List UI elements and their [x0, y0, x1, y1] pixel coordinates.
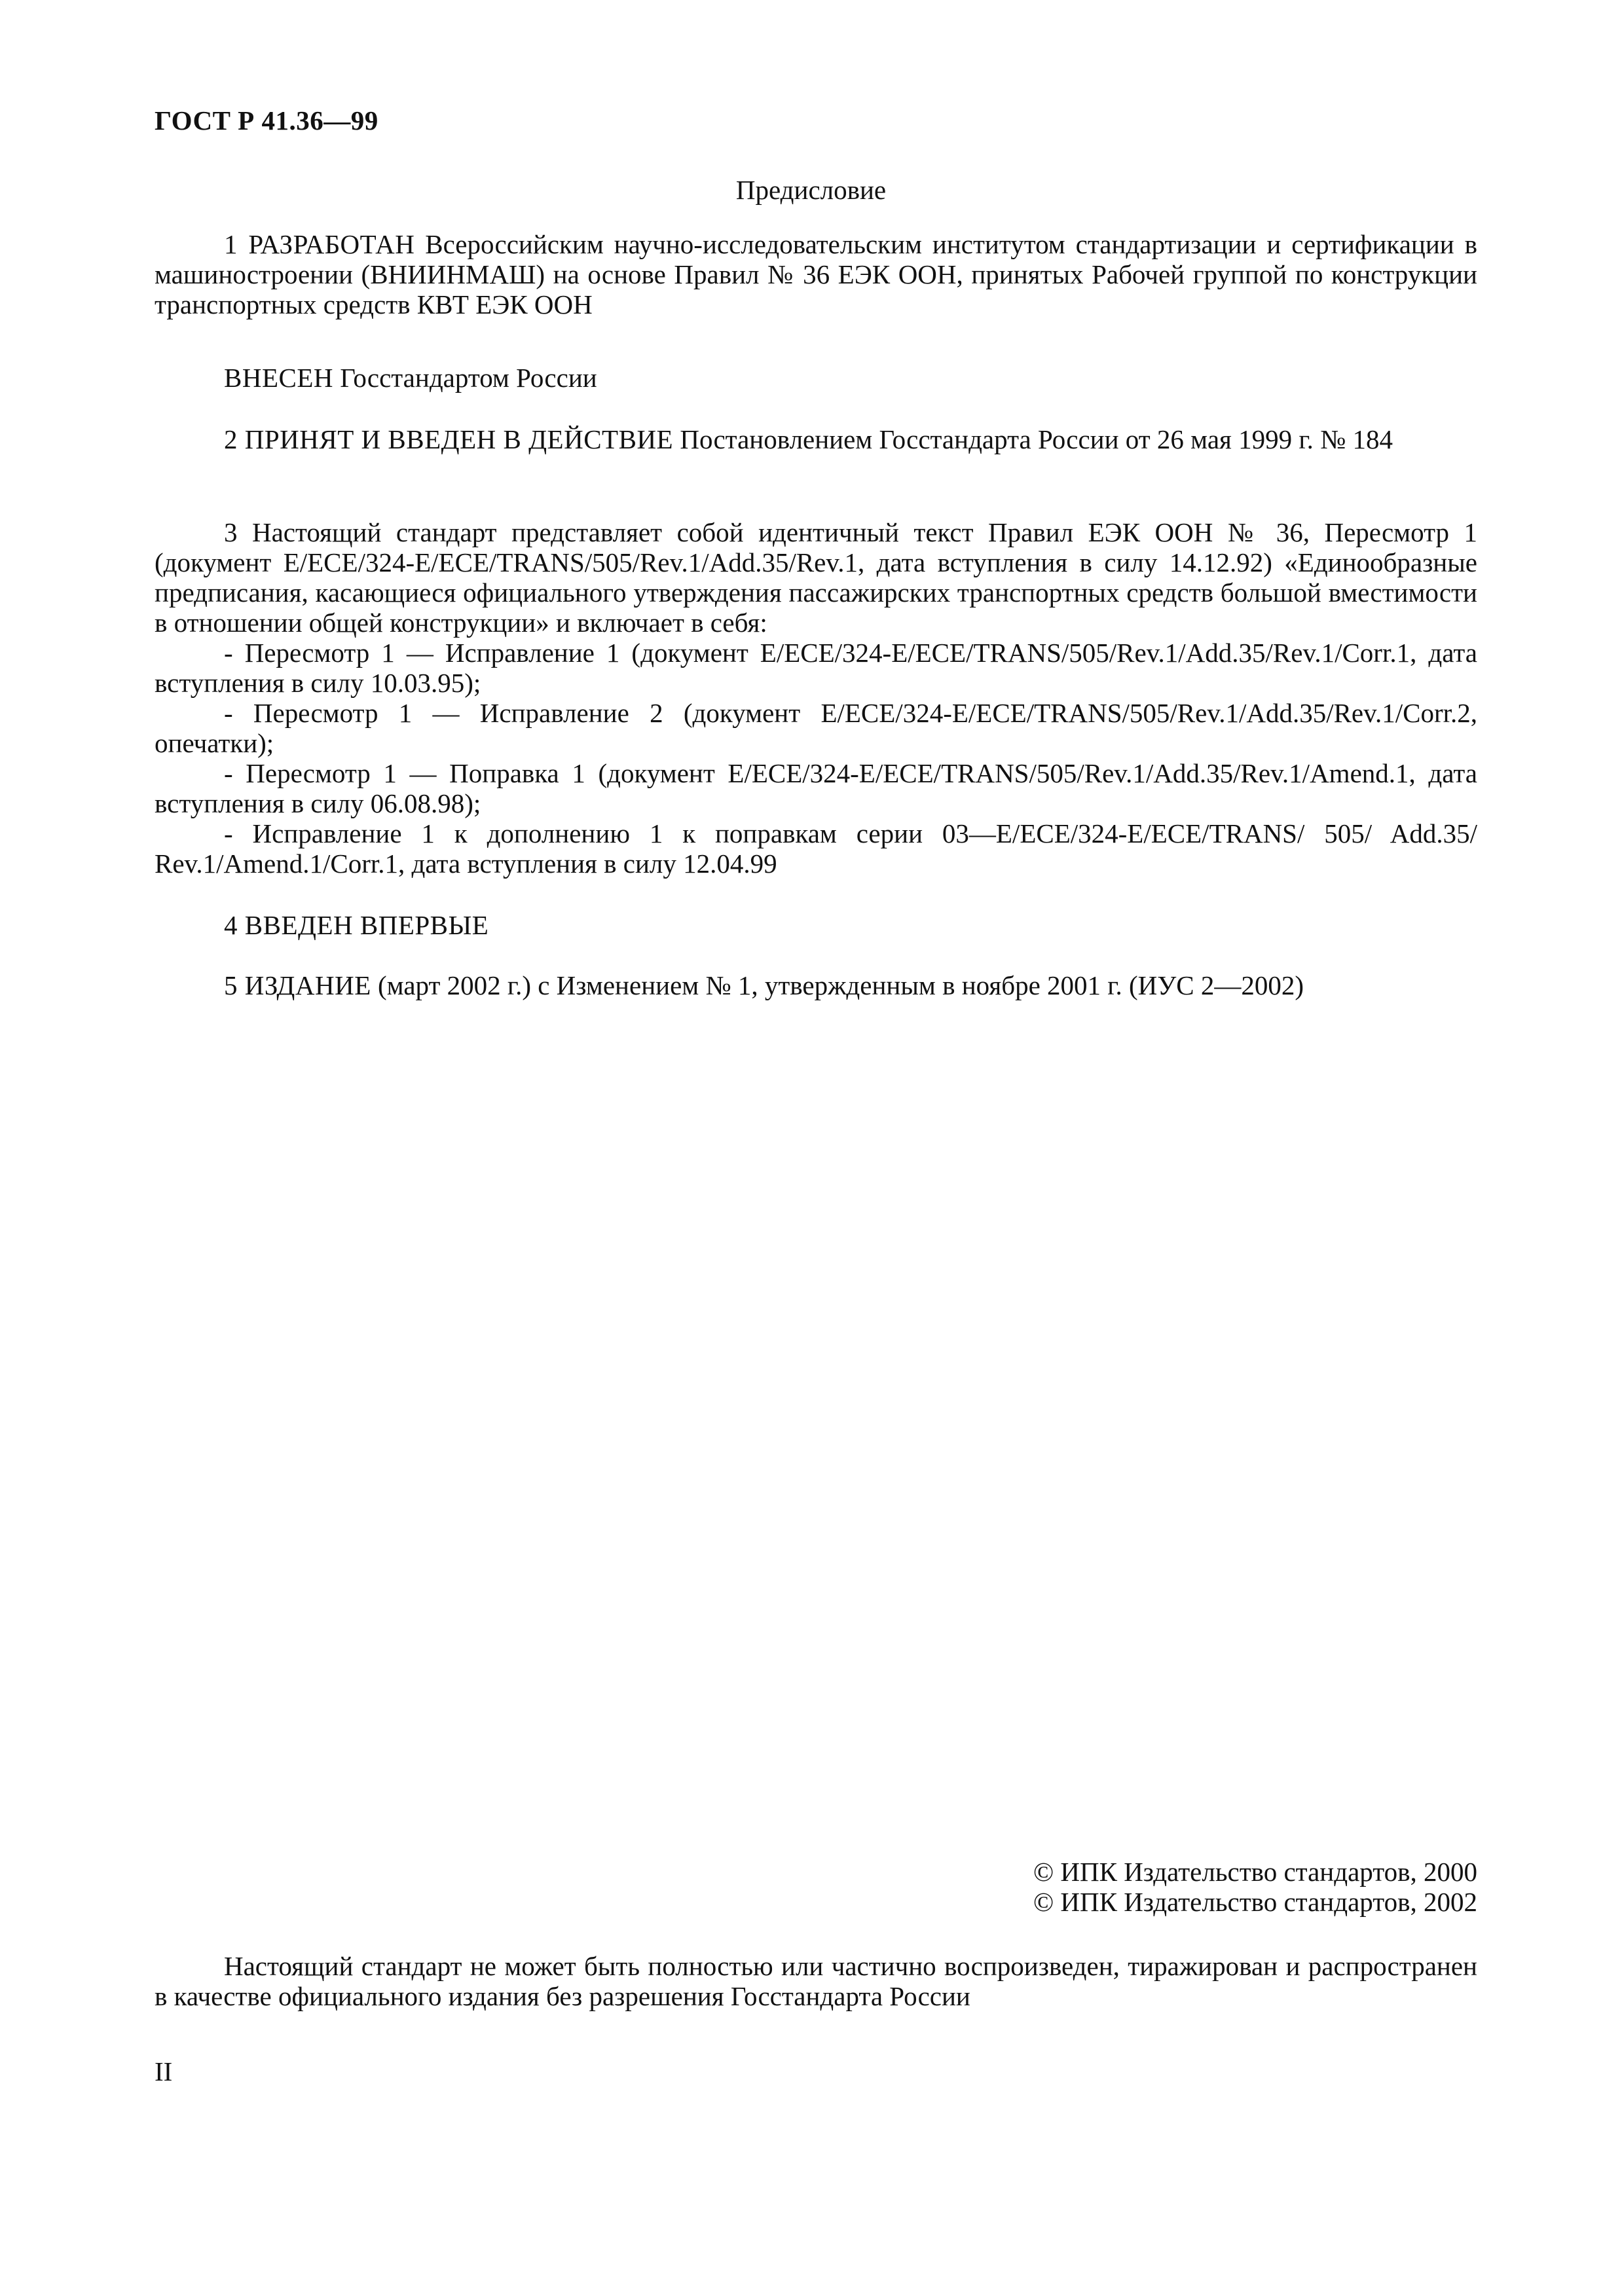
reproduction-notice-text: Настоящий стандарт не может быть полностью или частично воспроизведен, тиражирован и распространен в качестве официального издания без разрешения Госстандарта России [155, 1951, 1477, 2011]
paragraph-3-text: 3 Настоящий стандарт представляет собой идентичный текст Правил ЕЭК ООН № 36, Пересмотр 1 (документ E/ECE/324-E/ECE/TRANS/505/Rev.1/Add.35/Rev.1, дата вступления в силу 14.12.92) «Единообразные предписания, касающиеся официального утверждения пассажирских транспортных средств большой вместимости в отношении общей конструкции» и включает в себя: [155, 517, 1477, 638]
paragraph-4 [155, 910, 1477, 940]
paragraph-3-subitem-2: - Пересмотр 1 — Исправление 2 (документ E/ECE/324-E/ECE/TRANS/505/Rev.1/Add.35/Rev.1/Corr.2, опечатки); [155, 698, 1477, 758]
copyright-block [1033, 1857, 1477, 1917]
paragraph-1-lead: 1 РАЗРАБОТАН [224, 229, 415, 259]
paragraph-5-text: (март 2002 г.) с Изменением № 1, утвержденным в ноябре 2001 г. (ИУС 2—2002) [378, 970, 1304, 1000]
paragraph-introduced-by [155, 363, 1477, 393]
paragraph-2-lead: 2 ПРИНЯТ И ВВЕДЕН В ДЕЙСТВИЕ [224, 424, 674, 454]
introduced-by-lead: ВНЕСЕН [224, 363, 333, 393]
paragraph-3-subitem-1: - Пересмотр 1 — Исправление 1 (документ E/ECE/324-E/ECE/TRANS/505/Rev.1/Add.35/Rev.1/Corr.1, дата вступления в силу 10.03.95); [155, 638, 1477, 698]
foreword-title: Предисловие [735, 175, 887, 205]
paragraph-1-text: Всероссийским научно-исследовательским институтом стандартизации и сертификации в машиностроении (ВНИИНМАШ) на основе Правил № 36 ЕЭК ООН, принятых Рабочей группой по конструкции транспортных средств КВТ ЕЭК ООН [155, 229, 1477, 319]
paragraph-3-subitem-3: - Пересмотр 1 — Поправка 1 (документ E/ECE/324-E/ECE/TRANS/505/Rev.1/Add.35/Rev.1/Amend.1, дата вступления в силу 06.08.98); [155, 758, 1477, 818]
paragraph-4-text: 4 ВВЕДЕН ВПЕРВЫЕ [224, 910, 489, 940]
paragraph-2 [155, 424, 1477, 454]
reproduction-notice [155, 1951, 1477, 2011]
paragraph-5-lead: 5 ИЗДАНИЕ [224, 970, 371, 1000]
copyright-line-2002: © ИПК Издательство стандартов, 2002 [1033, 1887, 1477, 1917]
paragraph-1 [155, 229, 1477, 319]
paragraph-3-subitem-4: - Исправление 1 к дополнению 1 к поправкам серии 03—E/ECE/324-E/ECE/TRANS/ 505/ Add.35/ Rev.1/Amend.1/Corr.1, дата вступления в силу 12.04.99 [155, 818, 1477, 879]
copyright-line-2000: © ИПК Издательство стандартов, 2000 [1033, 1857, 1477, 1887]
introduced-by-text: Госстандартом России [340, 363, 597, 393]
standard-code-header: ГОСТ Р 41.36—99 [155, 105, 378, 136]
page-number: II [155, 2056, 173, 2086]
paragraph-5 [155, 970, 1477, 1000]
paragraph-2-text: Постановлением Госстандарта России от 26 мая 1999 г. № 184 [680, 424, 1393, 454]
paragraph-3 [155, 517, 1477, 879]
